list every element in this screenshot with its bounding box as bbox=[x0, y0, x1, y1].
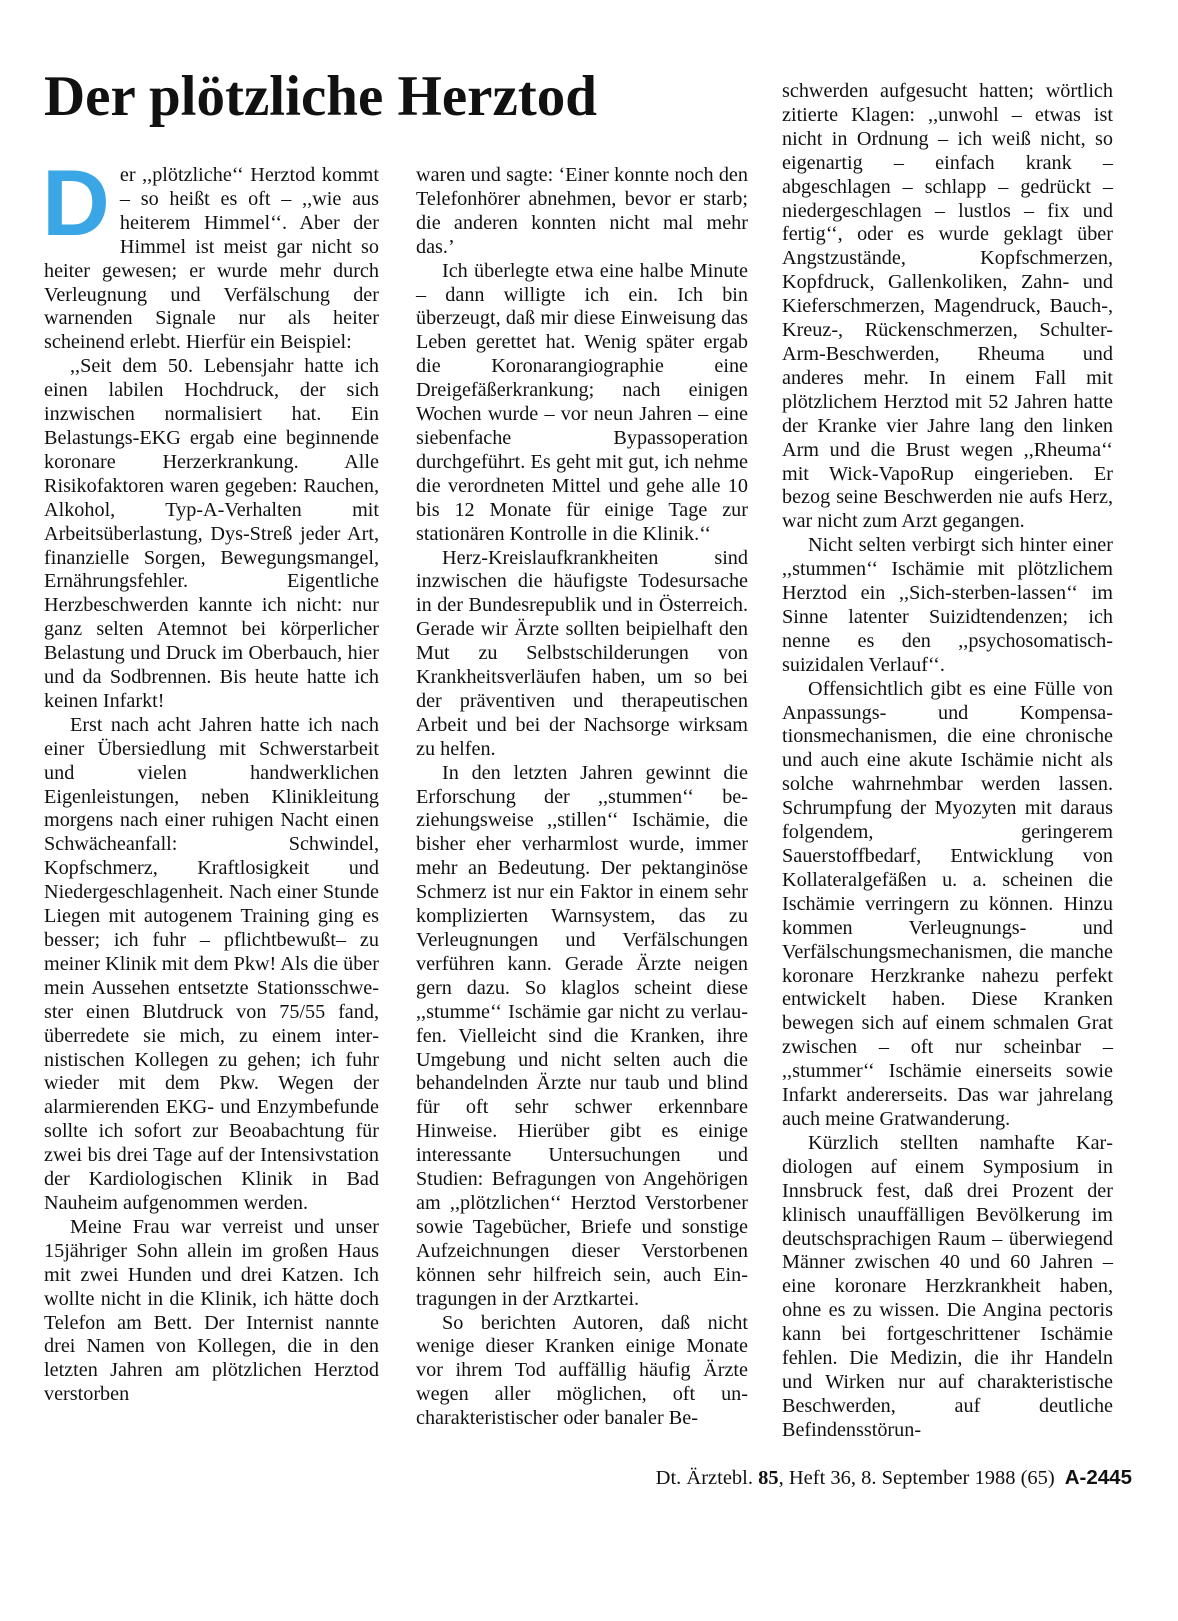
paragraph: schwerden aufgesucht hatten; wörtlich zitierte Klagen: ,,unwohl – etwas ist nicht in Ordnung – ich weiß nicht, so eigenartig – einfach krank – abgeschlagen – schlapp – gedrückt – niedergeschlagen – lustlos – fix und fertig‘‘, oder es wurde geklagt über Angstzustände, Kopfschmerzen, Kopfdruck, Gallenkoliken, Zahn- und Kieferschmerzen, Magendruck, Bauch-, Kreuz-, Rückenschmerzen, Schulter-Arm-Beschwerden, Rheuma und anderes mehr. In einem Fall mit plötzlichem Herztod mit 52 Jahren hatte der Kranke vier Jahre lang den linken Arm und die Brust wegen ,,Rheuma‘‘ mit Wick-VapoRup eingerieben. Er bezog seine Beschwerden nie aufs Herz, war nicht zum Arzt gegangen. bbox=[782, 80, 1113, 533]
paragraph: Ich überlegte etwa eine halbe Minute – dann willigte ich ein. Ich bin überzeugt, daß mir diese Einweisung das Leben gerettet hat. Wenig später ergab die Koronarangiographie eine Dreigefäßerkrankung; nach einigen Wochen wurde – vor neun Jahren – eine siebenfache Bypassoperation durchgeführt. Es geht mit gut, ich nehme die verordneten Mittel und gehe alle 10 bis 12 Monate für einige Tage zur stationären Kontrolle in die Klinik.‘‘ bbox=[416, 259, 748, 545]
drop-cap: D bbox=[42, 150, 110, 255]
journal-name: Dt. Ärztebl. bbox=[655, 1467, 753, 1489]
paragraph: So berichten Autoren, daß nicht wenige dieser Kranken einige Monate vor ihrem Tod auffällig häufig Ärzte wegen aller möglichen, oft uncharakteristischer oder banaler Be- bbox=[416, 1311, 748, 1430]
text-column-3 bbox=[782, 80, 1113, 1443]
page-footer bbox=[584, 1466, 1132, 1490]
paragraph: Herz-Kreislaufkrankheiten sind inzwischen die häufigste Todesursache in der Bundesrepublik und in Österreich. Gerade wir Ärzte sollten beipielhaft den Mut zu Selbstschilderungen von Krankheitsverläufen haben, um so bei der präventiven und therapeutischen Arbeit und bei der Nachsorge wirksam zu helfen. bbox=[416, 546, 748, 760]
paragraph: Offensichtlich gibt es eine Fülle von Anpassungs- und Kompensationsmechanismen, die eine chronische und auch eine akute Ischämie nicht als solche wahrnehmbar werden lassen. Schrumpfung der Myozyten mit daraus folgendem, geringerem Sauerstoffbedarf, Entwicklung von Kollateralgefäßen u. a. scheinen die Ischämie verringern zu können. Hinzu kommen Verleugnungs- und Verfälschungsmechanismen, die manche koronare Herzkranke nahezu perfekt entwickelt haben. Diese Kranken bewegen sich auf einem schmalen Grat zwischen – oft nur scheinbar – ,,stummer‘‘ Ischämie einerseits sowie Infarkt andererseits. Das war jahrelang auch meine Gratwanderung. bbox=[782, 677, 1113, 1130]
article-title: Der plötzliche Herztod bbox=[44, 65, 597, 128]
issue-date: , Heft 36, 8. September 1988 (65) bbox=[778, 1467, 1055, 1489]
paragraph: waren und sagte: ‘Einer konnte noch den Telefonhörer abnehmen, bevor er starb; die anderen konnten nicht mal mehr das.’ bbox=[416, 164, 748, 258]
paragraph: ,,Seit dem 50. Lebensjahr hatte ich einen labilen Hochdruck, der sich inzwischen normalisiert hat. Ein Belastungs-EKG ergab eine beginnende koronare Herzerkrankung. Alle Risikofaktoren waren gegeben: Rauchen, Alkohol, Typ-A-Verhalten mit Arbeitsüberlastung, Dys-Streß jeder Art, finanzielle Sorgen, Bewegungsmangel, Ernährungsfehler. Eigentliche Herzbeschwerden kannte ich nicht: nur ganz selten Atemnot bei körperlicher Belastung und Druck im Oberbauch, hier und da Sodbrennen. Bis heute hatte ich keinen Infarkt! bbox=[44, 355, 379, 712]
paragraph: Meine Frau war verreist und unser 15jähriger Sohn allein im großen Haus mit zwei Hunden und drei Katzen. Ich wollte nicht in die Klinik, ich hätte doch Telefon am Bett. Der Internist nannte drei Namen von Kollegen, die in den letzten Jahren am plötzlichen Herztod verstorben bbox=[44, 1215, 379, 1406]
paragraph: Erst nach acht Jahren hatte ich nach einer Übersiedlung mit Schwerstarbeit und vielen handwerklichen Eigenleistungen, neben Klinikleitung morgens nach einer ruhigen Nacht einen Schwächeanfall: Schwindel, Kopfschmerz, Kraftlosigkeit und Niedergeschlagenheit. Nach einer Stunde Liegen mit autogenem Training ging es besser; ich fuhr – pflichtbewußt– zu meiner Klinik mit dem Pkw! Als die über mein Aussehen entsetzte Stationsschwester einen Blutdruck von 75/55 fand, überredete sie mich, zu einem internistischen Kollegen zu gehen; ich fuhr wieder mit dem Pkw. Wegen der alarmierenden EKG- und Enzymbefunde sollte ich sofort zur Beoabachtung für zwei bis drei Tage auf der Intensivstation der Kardiologischen Klinik in Bad Nauheim aufgenommen werden. bbox=[44, 713, 379, 1214]
volume-number: 85 bbox=[758, 1467, 779, 1489]
paragraph: Nicht selten verbirgt sich hinter einer ,,stummen‘‘ Ischämie mit plötzlichem Herztod ein ,,Sich-sterben-lassen‘‘ im Sinne latenter Suizidtendenzen; ich nenne es den ,,psychosomatisch-suizidalen Verlauf‘‘. bbox=[782, 534, 1113, 676]
paragraph: Kürzlich stellten namhafte Kardiologen auf einem Symposium in Innsbruck fest, daß drei Prozent der klinisch unauffälligen Bevölkerung im deutschsprachigen Raum – überwiegend Männer zwischen 40 und 60 Jahren – eine koronare Herzkrankheit haben, ohne es zu wissen. Die Angina pectoris kann bei fortgeschrittener Ischämie fehlen. Die Medizin, die ihr Handeln und Wirken nur auf charakteristische Beschwerden, auf deutliche Befindensstörun- bbox=[782, 1131, 1113, 1441]
page-number: A-2445 bbox=[1064, 1466, 1132, 1489]
paragraph-text: er ,,plötzliche‘‘ Herztod kommt – so heißt es oft – ,,wie aus heiterem Himmel‘‘. Aber der Himmel ist meist gar nicht so heiter gewesen; er wurde mehr durch Verleugnung und Verfälschung der warnenden Signale nur als heiter scheinend erlebt. Hierfür ein Beispiel: bbox=[44, 164, 379, 354]
paragraph: In den letzten Jahren gewinnt die Erforschung der ,,stummen‘‘ beziehungsweise ,,stillen‘‘ Ischämie, die bisher eher verharmlost wurde, immer mehr an Bedeutung. Der pektanginöse Schmerz ist nur ein Faktor in einem sehr komplizierten Warnsystem, das zu Verleugnungen und Verfälschungen verführen kann. Gerade Ärzte neigen gern dazu. So klaglos scheint diese ,,stumme‘‘ Ischämie gar nicht zu verlaufen. Vielleicht sind die Kranken, ihre Umgebung und nicht selten auch die behandelnden Ärzte nur taub und blind für oft sehr schwer erkennbare Hinweise. Hierüber gibt es einige interessante Untersuchungen und Studien: Befragungen von Angehörigen am ,,plötzlichen‘‘ Herztod Verstorbener sowie Tagebücher, Briefe und sonstige Aufzeichnungen dieser Verstorbenen können sehr hilfreich sein, auch Eintragungen in der Arztkartei. bbox=[416, 761, 748, 1310]
text-column-2 bbox=[416, 164, 748, 1431]
paragraph bbox=[42, 150, 379, 355]
text-column-1 bbox=[42, 150, 379, 1407]
